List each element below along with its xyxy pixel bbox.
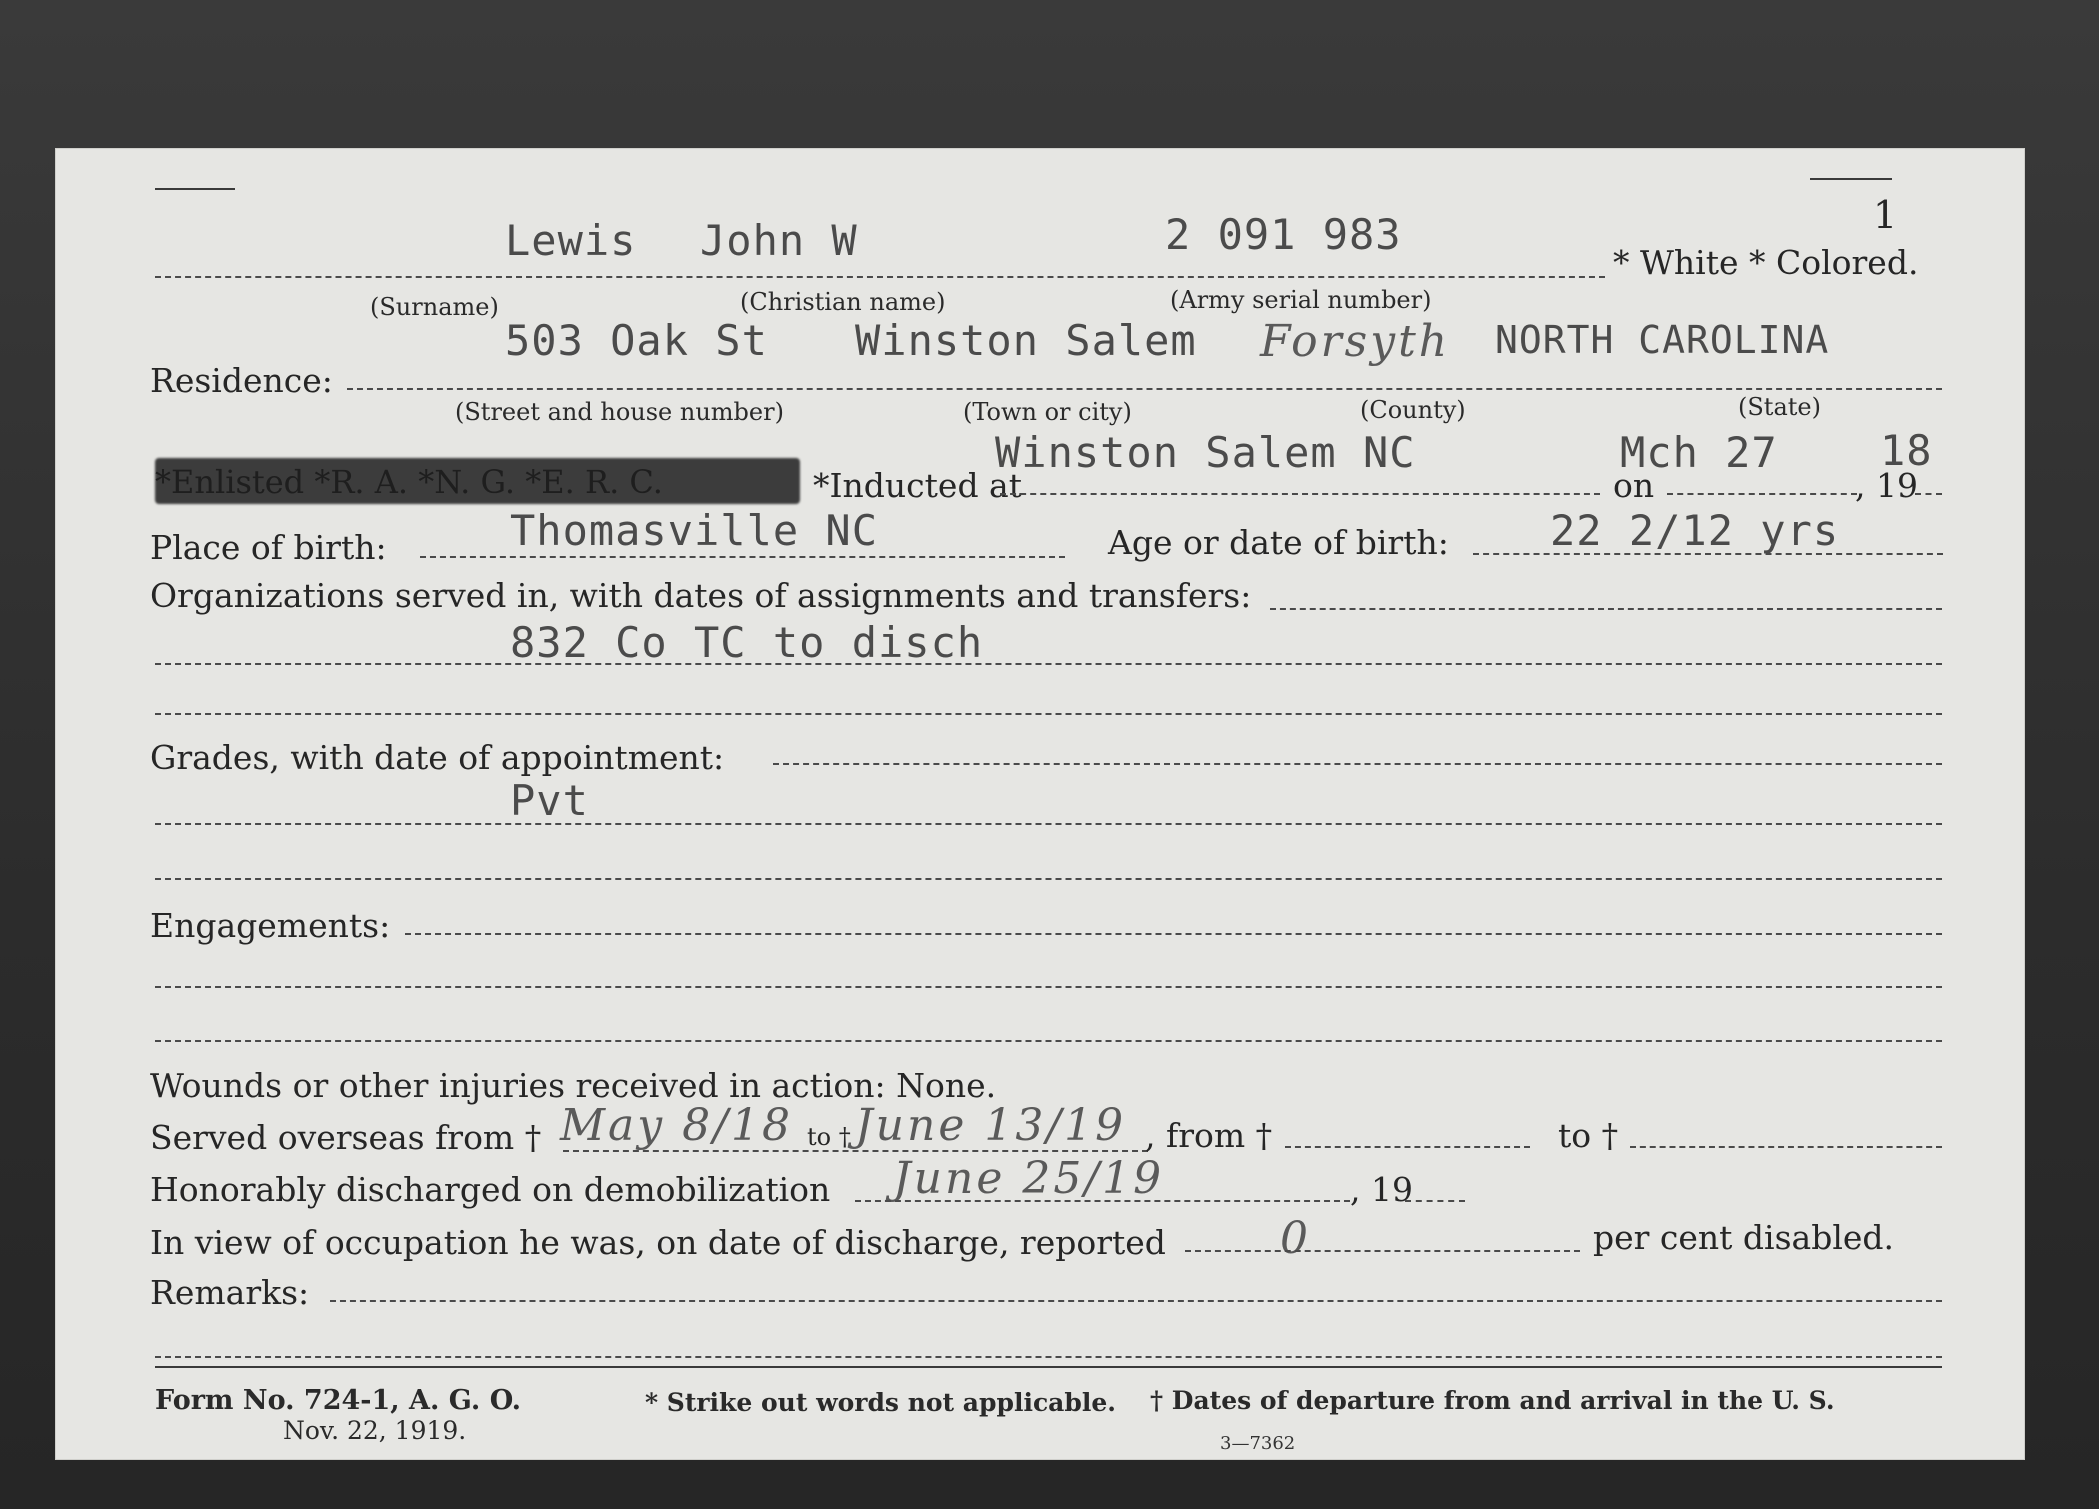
age-line bbox=[1473, 553, 1943, 555]
birth-place-label: Place of birth: bbox=[150, 528, 387, 567]
footnote-dates: † Dates of departure from and arrival in the U. S. bbox=[1150, 1386, 1835, 1415]
engagements-line-1 bbox=[405, 933, 1942, 935]
inducted-year-line bbox=[1915, 493, 1942, 495]
discharge-label: Honorably discharged on demobilization bbox=[150, 1170, 831, 1209]
caption-county: (County) bbox=[1360, 396, 1466, 424]
county-value: Forsyth bbox=[1260, 316, 1451, 367]
inducted-place-value: Winston Salem NC bbox=[995, 428, 1416, 477]
engagements-line-2 bbox=[155, 986, 1942, 988]
grades-line-1 bbox=[773, 763, 1942, 765]
organizations-value: 832 Co TC to disch bbox=[510, 618, 984, 667]
age-value: 22 2/12 yrs bbox=[1550, 506, 1840, 555]
inducted-place-line bbox=[1000, 493, 1600, 495]
print-code: 3—7362 bbox=[1220, 1433, 1296, 1454]
race-options: * White * Colored. bbox=[1613, 243, 1919, 282]
organizations-line-2 bbox=[155, 663, 1942, 665]
overseas-from-value: May 8/18 bbox=[560, 1100, 793, 1151]
overseas-to-label: to † bbox=[807, 1123, 851, 1151]
remarks-line-1 bbox=[330, 1300, 1942, 1302]
footnote-strike: * Strike out words not applicable. bbox=[645, 1388, 1116, 1417]
serial-number-value: 2 091 983 bbox=[1165, 210, 1402, 259]
caption-town: (Town or city) bbox=[963, 398, 1132, 426]
inducted-date-value: Mch 27 bbox=[1620, 428, 1778, 477]
overseas-label: Served overseas from † bbox=[150, 1118, 542, 1157]
inducted-label: *Inducted at bbox=[813, 466, 1022, 505]
year-prefix: , 19 bbox=[1855, 466, 1918, 505]
caption-serial-number: (Army serial number) bbox=[1170, 286, 1432, 314]
discharge-year-line bbox=[1405, 1200, 1465, 1202]
name-line bbox=[155, 276, 1605, 278]
birth-place-line bbox=[420, 556, 1065, 558]
service-record-card bbox=[55, 148, 2025, 1460]
discharge-date-value: June 25/19 bbox=[893, 1153, 1165, 1204]
second-from-label: , from † bbox=[1145, 1116, 1273, 1155]
christian-name-value: John W bbox=[700, 216, 858, 265]
remarks-line-2 bbox=[155, 1356, 1942, 1358]
discharge-year-label: , 19 bbox=[1350, 1170, 1413, 1209]
surname-value: Lewis bbox=[505, 216, 637, 265]
disabled-label: per cent disabled. bbox=[1593, 1218, 1895, 1257]
form-date: Nov. 22, 1919. bbox=[283, 1416, 467, 1445]
footer-rule bbox=[155, 1366, 1942, 1368]
grades-label: Grades, with date of appointment: bbox=[150, 738, 725, 777]
organizations-line-3 bbox=[155, 713, 1942, 715]
top-right-rule bbox=[1810, 178, 1892, 180]
inducted-date-line bbox=[1667, 493, 1857, 495]
age-label: Age or date of birth: bbox=[1108, 523, 1449, 562]
engagements-label: Engagements: bbox=[150, 906, 391, 945]
remarks-label: Remarks: bbox=[150, 1273, 310, 1312]
organizations-line-1 bbox=[1270, 608, 1942, 610]
inducted-year-value: 18 bbox=[1880, 426, 1933, 475]
overseas-line bbox=[563, 1150, 1148, 1152]
caption-state: (State) bbox=[1738, 393, 1821, 421]
caption-christian-name: (Christian name) bbox=[740, 288, 946, 316]
enlisted-struck-text: *Enlisted *R. A. *N. G. *E. R. C. bbox=[155, 463, 663, 501]
form-number: Form No. 724-1, A. G. O. bbox=[155, 1385, 522, 1416]
grades-value: Pvt bbox=[510, 776, 589, 825]
caption-surname: (Surname) bbox=[370, 293, 499, 321]
occupation-label: In view of occupation he was, on date of discharge, reported bbox=[150, 1223, 1166, 1262]
disabled-line bbox=[1185, 1250, 1580, 1252]
grades-line-3 bbox=[155, 878, 1942, 880]
top-left-rule bbox=[155, 188, 235, 190]
on-label: on bbox=[1613, 466, 1655, 505]
residence-label: Residence: bbox=[150, 361, 333, 400]
street-value: 503 Oak St bbox=[505, 316, 768, 365]
caption-street: (Street and house number) bbox=[455, 398, 784, 426]
birth-place-value: Thomasville NC bbox=[510, 506, 879, 555]
town-value: Winston Salem bbox=[855, 316, 1197, 365]
organizations-label: Organizations served in, with dates of assignments and transfers: bbox=[150, 576, 1252, 615]
overseas-to-value: June 13/19 bbox=[855, 1100, 1127, 1151]
second-from-line bbox=[1285, 1146, 1530, 1148]
grades-line-2 bbox=[155, 823, 1942, 825]
second-to-line bbox=[1630, 1146, 1942, 1148]
discharge-line bbox=[855, 1200, 1350, 1202]
disabled-value: 0 bbox=[1280, 1213, 1311, 1264]
wounds-label: Wounds or other injuries received in action: None. bbox=[150, 1066, 997, 1105]
second-to-label: to † bbox=[1558, 1116, 1619, 1155]
corner-number: 1 bbox=[1873, 193, 1898, 237]
residence-line bbox=[347, 388, 1942, 390]
engagements-line-3 bbox=[155, 1040, 1942, 1042]
state-value: NORTH CAROLINA bbox=[1495, 318, 1830, 362]
